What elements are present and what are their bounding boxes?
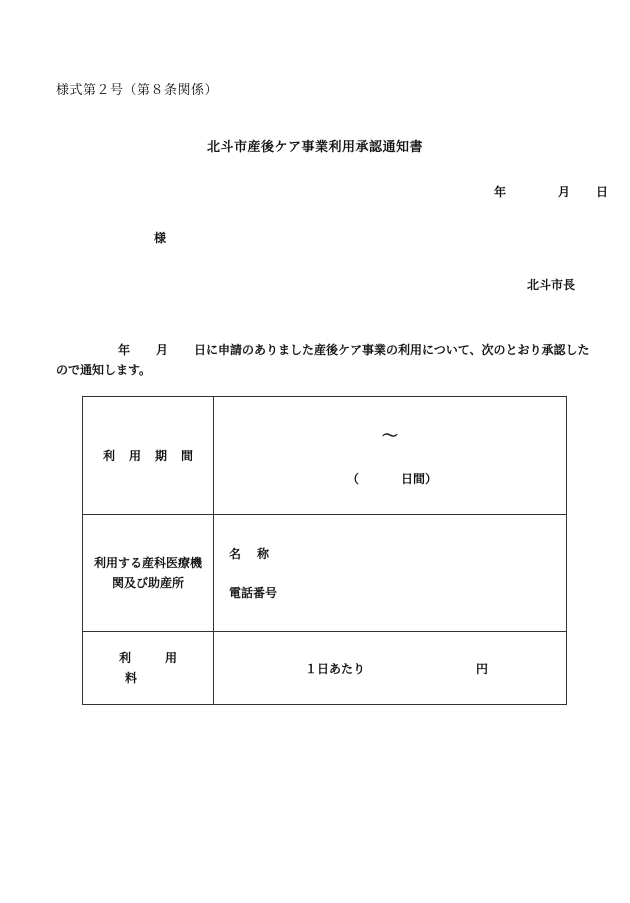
date-day: 日 [596, 185, 609, 199]
facility-phone-label: 電話番号 [229, 586, 278, 600]
facility-label-line2: 関及び助産所 [111, 576, 184, 590]
period-days-label: 日間） [401, 472, 438, 486]
period-label-cell [83, 397, 214, 515]
facility-label-cell [83, 515, 214, 632]
facility-value-cell [214, 515, 567, 632]
fee-label: 利用料 [118, 651, 211, 685]
facility-label-line1: 利用する産科医療機 [93, 556, 202, 570]
issuer-name: 北斗市長 [527, 278, 576, 292]
period-row [83, 397, 567, 515]
period-tilde: ～ [381, 426, 398, 445]
form-number: 様式第２号（第８条関係） [56, 83, 219, 98]
date-year: 年 [494, 185, 507, 199]
document-title: 北斗市産後ケア事業利用承認通知書 [206, 140, 423, 155]
fee-label-cell [83, 632, 214, 705]
fee-value-cell [214, 632, 567, 705]
body-text: 日に申請のありました産後ケア事業の利用について、次のとおり承認したので通知します。 [56, 343, 590, 377]
fee-per-day: １日あたり [305, 662, 366, 676]
date-line [494, 183, 608, 200]
facility-name-label: 名称 [229, 547, 286, 561]
fee-row [83, 632, 567, 705]
fee-yen: 円 [476, 662, 489, 676]
date-month: 月 [558, 185, 571, 199]
period-paren-open: （ [347, 472, 360, 486]
period-label: 利用期間 [102, 448, 207, 463]
body-month: 月 [156, 343, 169, 357]
body-paragraph [56, 340, 601, 380]
period-value-cell [214, 397, 567, 515]
approval-table [82, 396, 567, 705]
facility-row [83, 515, 567, 632]
recipient-honorific: 様 [154, 231, 167, 245]
body-year: 年 [118, 343, 131, 357]
